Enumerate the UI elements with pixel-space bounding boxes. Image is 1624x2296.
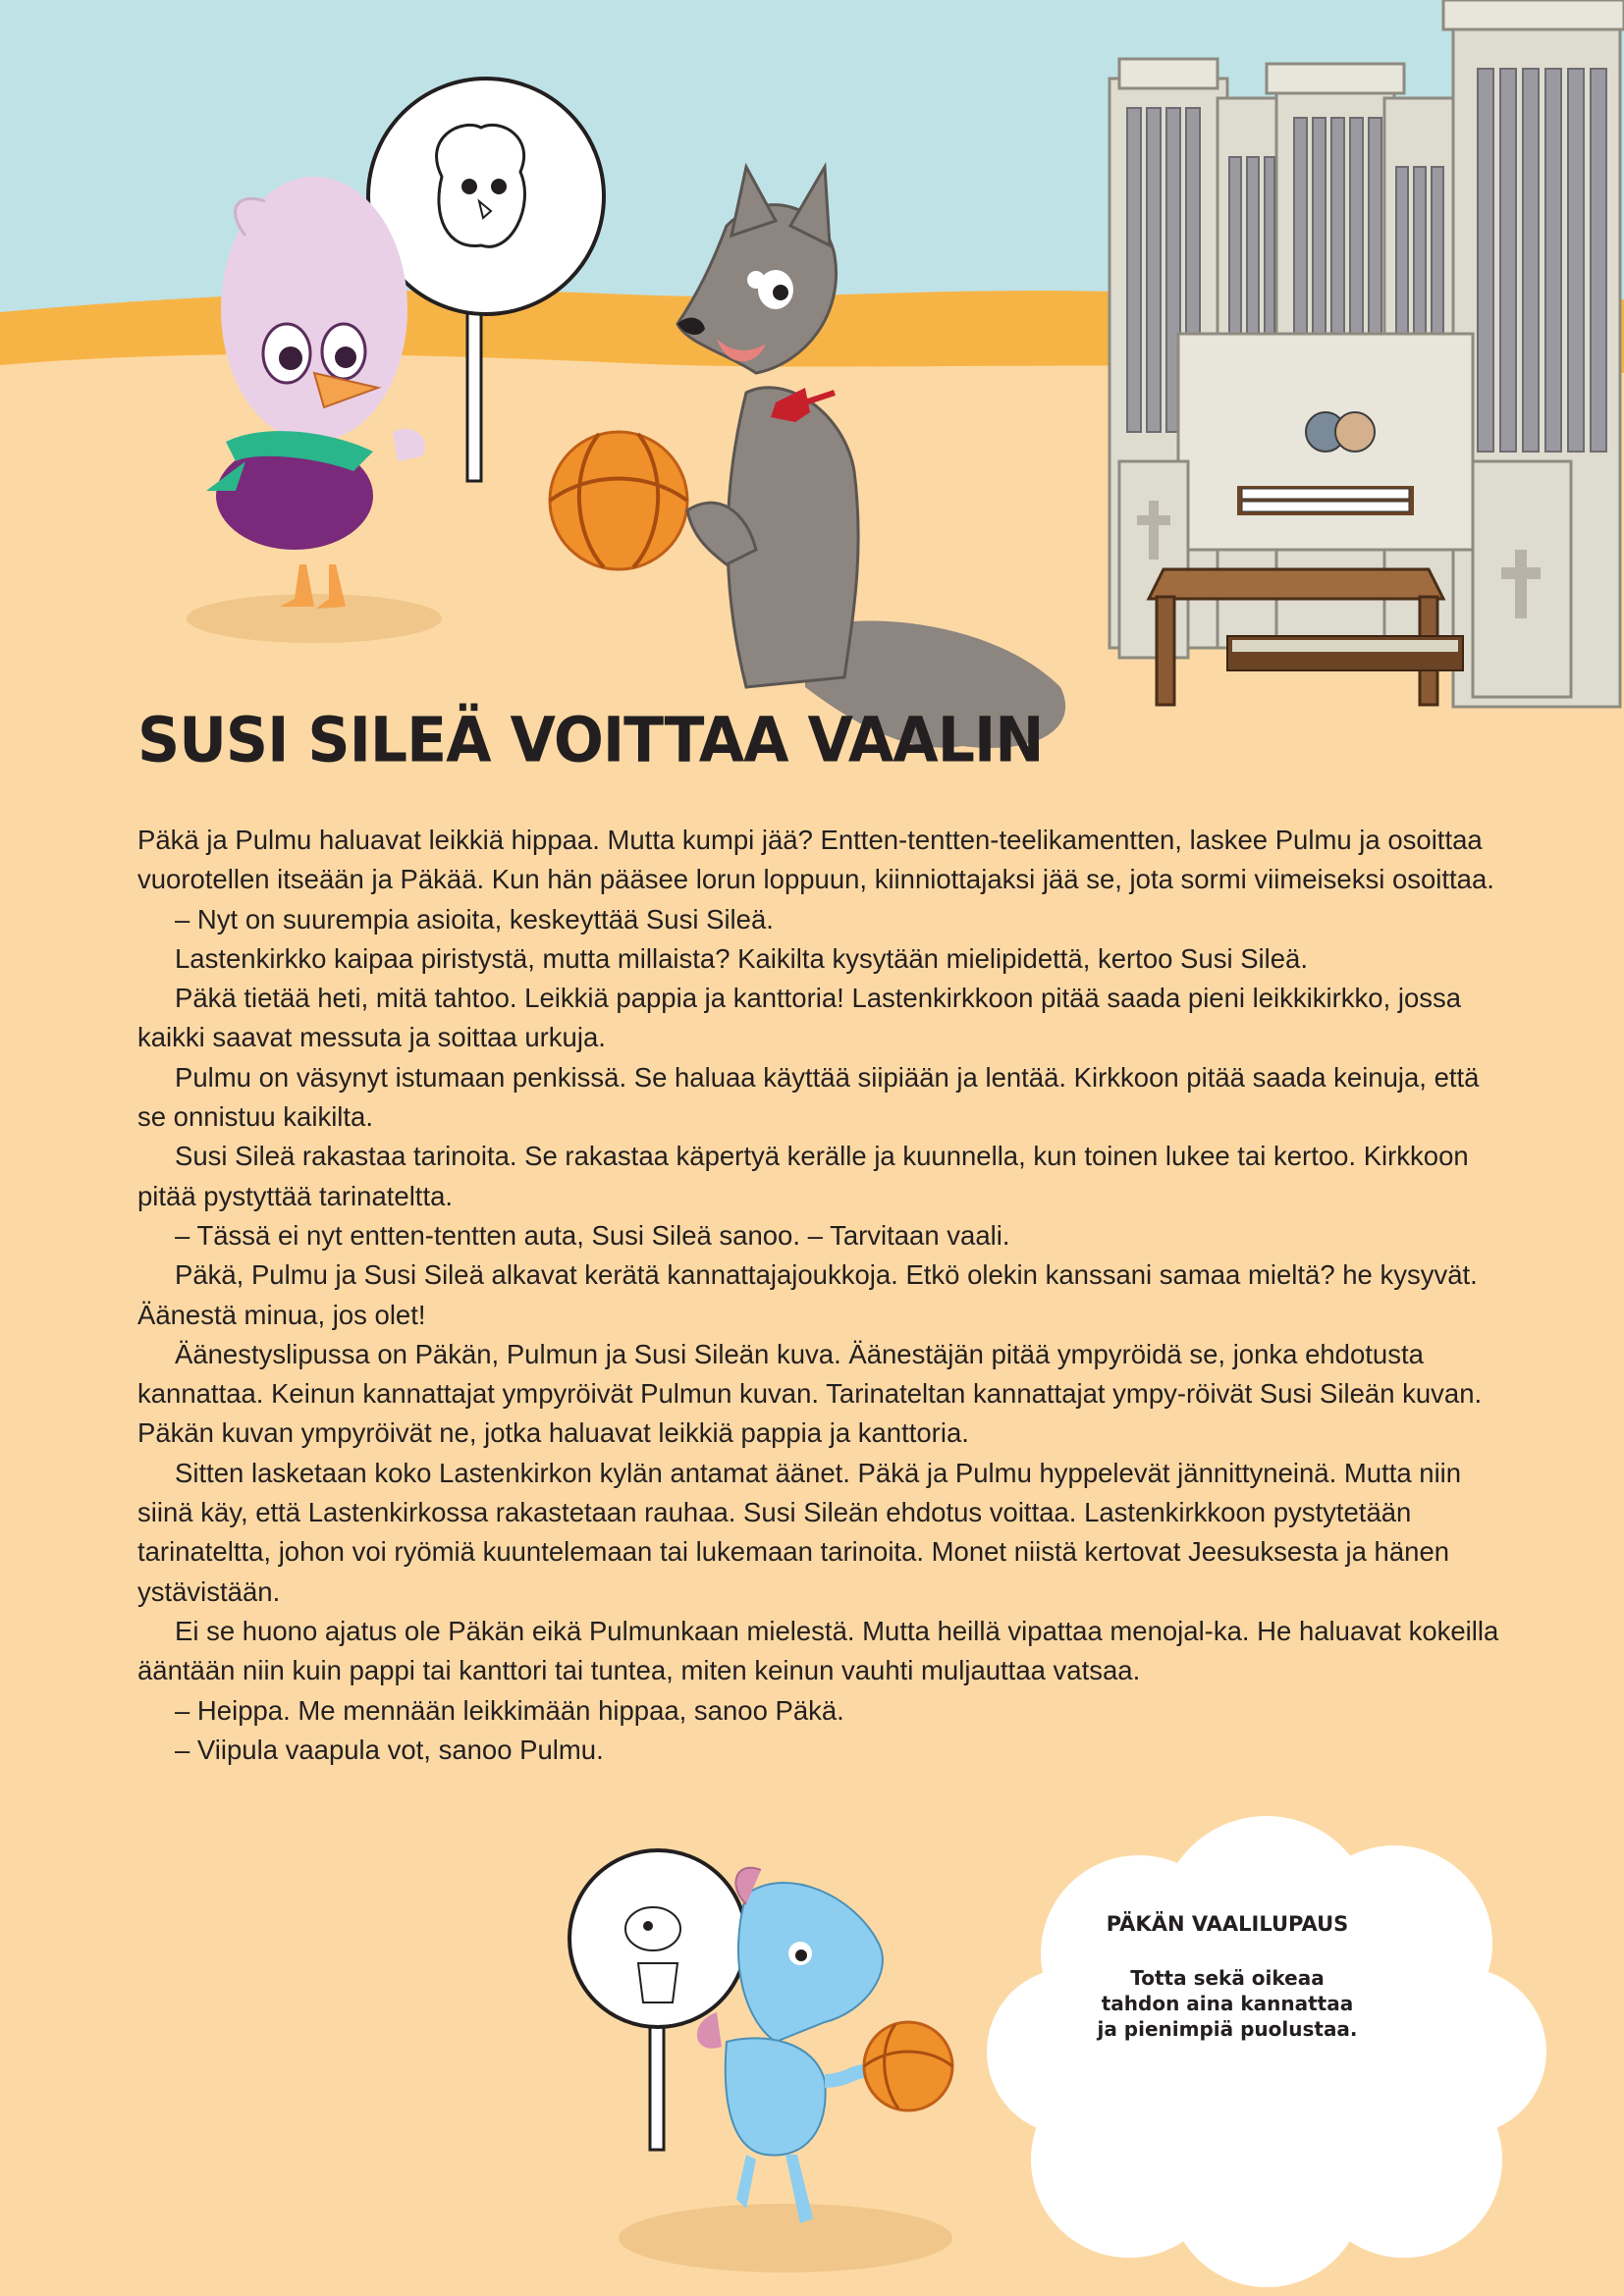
paragraph: Sitten lasketaan koko Lastenkirkon kylän antamat äänet. Päkä ja Pulmu hyppelevät jännittyneinä. Mutta niin siinä käy, että Lastenkirkossa rakastetaan rauhaa. Susi Sileän ehdotus voittaa. Lastenkirkkoon pystytetään tarinateltta, johon voi ryömiä kuuntelemaan tai lukemaan tarinoita. Monet niistä kertovat Jeesuksesta ja hänen ystävistään. [137, 1457, 1462, 1607]
paragraph: – Heippa. Me mennään leikkimään hippaa, sanoo Päkä. [175, 1694, 844, 1726]
paragraph: Päkä tietää heti, mitä tahtoo. Leikkiä pappia ja kanttoria! Lastenkirkkoon pitää saada pieni leikkikirkko, jossa kaikki saavat messuta ja soittaa urkuja. [137, 983, 1462, 1053]
paragraph: Ei se huono ajatus ole Päkän eikä Pulmunkaan mielestä. Mutta heillä vipattaa menojal-ka. He haluavat kokeilla ääntään niin kuin pappi tai kanttori tai tuntea, miten keinun vauhti muljauttaa vatsaa. [137, 1615, 1499, 1686]
paragraph: Lastenkirkko kaipaa piristystä, mutta millaista? Kaikilta kysytään mielipidettä, kertoo Susi Sileä. [175, 942, 1308, 974]
story-title: SUSI SILEÄ VOITTAA VAALIN [137, 705, 1044, 777]
paragraph: Päkä, Pulmu ja Susi Sileä alkavat kerätä kannattajajoukkoja. Etkö olekin kanssani samaa mieltä? he kysyvät. Äänestä minua, jos olet! [137, 1259, 1478, 1330]
ground-shadow [187, 594, 442, 643]
paragraph: Pulmu on väsynyt istumaan penkissä. Se haluaa käyttää siipiään ja lentää. Kirkkoon pitää saada keinuja, että se onnistuu kaikilta. [137, 1061, 1480, 1133]
paragraph: Susi Sileä rakastaa tarinoita. Se rakastaa käpertyä kerälle ja kuunnella, kun toinen lukee tai kertoo. Kirkkoon pitää pystyttää tarinateltta. [137, 1141, 1469, 1211]
promise-heading: PÄKÄN VAALILUPAUS [1106, 1912, 1349, 1936]
promise-text: Totta sekä oikeaa tahdon aina kannattaa ja pienimpiä puolustaa. [1097, 1966, 1358, 2041]
paragraph: – Tässä ei nyt entten-tentten auta, Susi Sileä sanoo. – Tarvitaan vaali. [175, 1219, 1010, 1251]
story-text [137, 821, 1512, 1770]
promise-cloud [987, 1816, 1546, 2287]
paragraph: – Viipula vaapula vot, sanoo Pulmu. [175, 1734, 604, 1765]
election-promise-box [1021, 1912, 1434, 2042]
paragraph: – Nyt on suurempia asioita, keskeyttää Susi Sileä. [175, 903, 774, 934]
basketball-illustration [550, 432, 687, 569]
paragraph: Äänestyslipussa on Päkän, Pulmun ja Susi Sileän kuva. Äänestäjän pitää ympyröidä se, jonka ehdotusta kannattaa. Keinun kannattajat ympyröivät Pulmun kuvan. Tarinateltan kannattajat ympy-röivät Susi Sileän kuvan. Päkän kuvan ympyröivät ne, jotka haluavat leikkiä pappia ja kanttoria. [137, 1338, 1483, 1449]
church-organ-illustration [1110, 0, 1624, 707]
paragraph: Päkä ja Pulmu haluavat leikkiä hippaa. Mutta kumpi jää? Entten-tentten-teelikamentten, laskee Pulmu ja osoittaa vuorotellen itseään ja Päkää. Kun hän pääsee lorun loppuun, kiinniottajaksi jää se, jota sormi viimeiseksi osoittaa. [137, 825, 1494, 895]
